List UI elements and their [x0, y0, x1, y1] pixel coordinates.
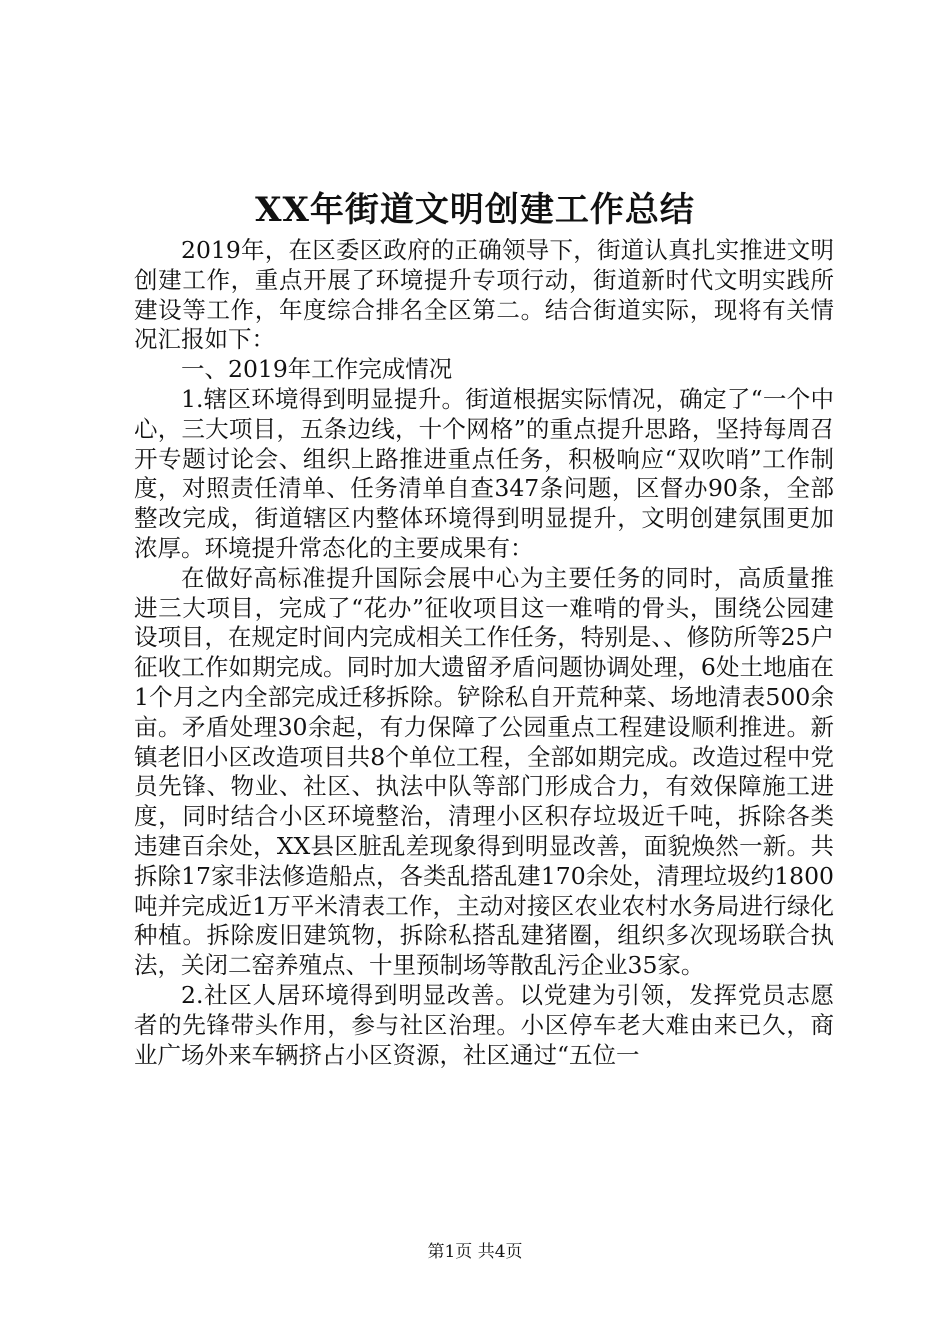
results-paragraph: 在做好高标准提升国际会展中心为主要任务的同时，高质量推进三大项目，完成了“花办”征收项目这一难啃的骨头，围绕公园建设项目，在规定时间内完成相关工作任务，特别是、、修防所等25户征收工作如期完成。同时加大遗留矛盾问题协调处理，6处土地庙在1个月之内全部完成迁移拆除。铲除私自开荒种菜、场地清表500余亩。矛盾处理30余起，有力保障了公园重点工程建设顺利推进。新镇老旧小区改造项目共8个单位工程，全部如期完成。改造过程中党员先锋、物业、社区、执法中队等部门形成合力，有效保障施工进度，同时结合小区环境整治，清理小区积存垃圾近千吨，拆除各类违建百余处，XX县区脏乱差现象得到明显改善，面貌焕然一新。共拆除17家非法修造船点，各类乱搭乱建170余处，清理垃圾约1800吨并完成近1万平米清表工作，主动对接区农业农村水务局进行绿化种植。拆除废旧建筑物，拆除私搭乱建猪圈，组织多次现场联合执法，关闭二窑养殖点、十里预制场等散乱污企业35家。: [134, 563, 834, 980]
item-1-paragraph: 1.辖区环境得到明显提升。街道根据实际情况，确定了“一个中心，三大项目，五条边线，十个网格”的重点提升思路，坚持每周召开专题讨论会、组织上路推进重点任务，积极响应“双吹哨”工作制度，对照责任清单、任务清单自查347条问题，区督办90条，全部整改完成，街道辖区内整体环境得到明显提升，文明创建氛围更加浓厚。环境提升常态化的主要成果有：: [134, 384, 834, 562]
section-heading: 一、2019年工作完成情况: [181, 355, 453, 384]
page-footer: 第1页 共4页: [427, 1242, 523, 1262]
document-title: XX年街道文明创建工作总结: [255, 190, 695, 230]
intro-paragraph: 2019年，在区委区政府的正确领导下，街道认真扎实推进文明创建工作，重点开展了环境提升专项行动，街道新时代文明实践所建设等工作，年度综合排名全区第二。结合街道实际，现将有关情况汇报如下：: [134, 236, 834, 354]
item-2-paragraph: 2.社区人居环境得到明显改善。以党建为引领，发挥党员志愿者的先锋带头作用，参与社区治理。小区停车老大难由来已久，商业广场外来车辆挤占小区资源，社区通过“五位一: [134, 980, 834, 1069]
document-body: [134, 236, 834, 1070]
